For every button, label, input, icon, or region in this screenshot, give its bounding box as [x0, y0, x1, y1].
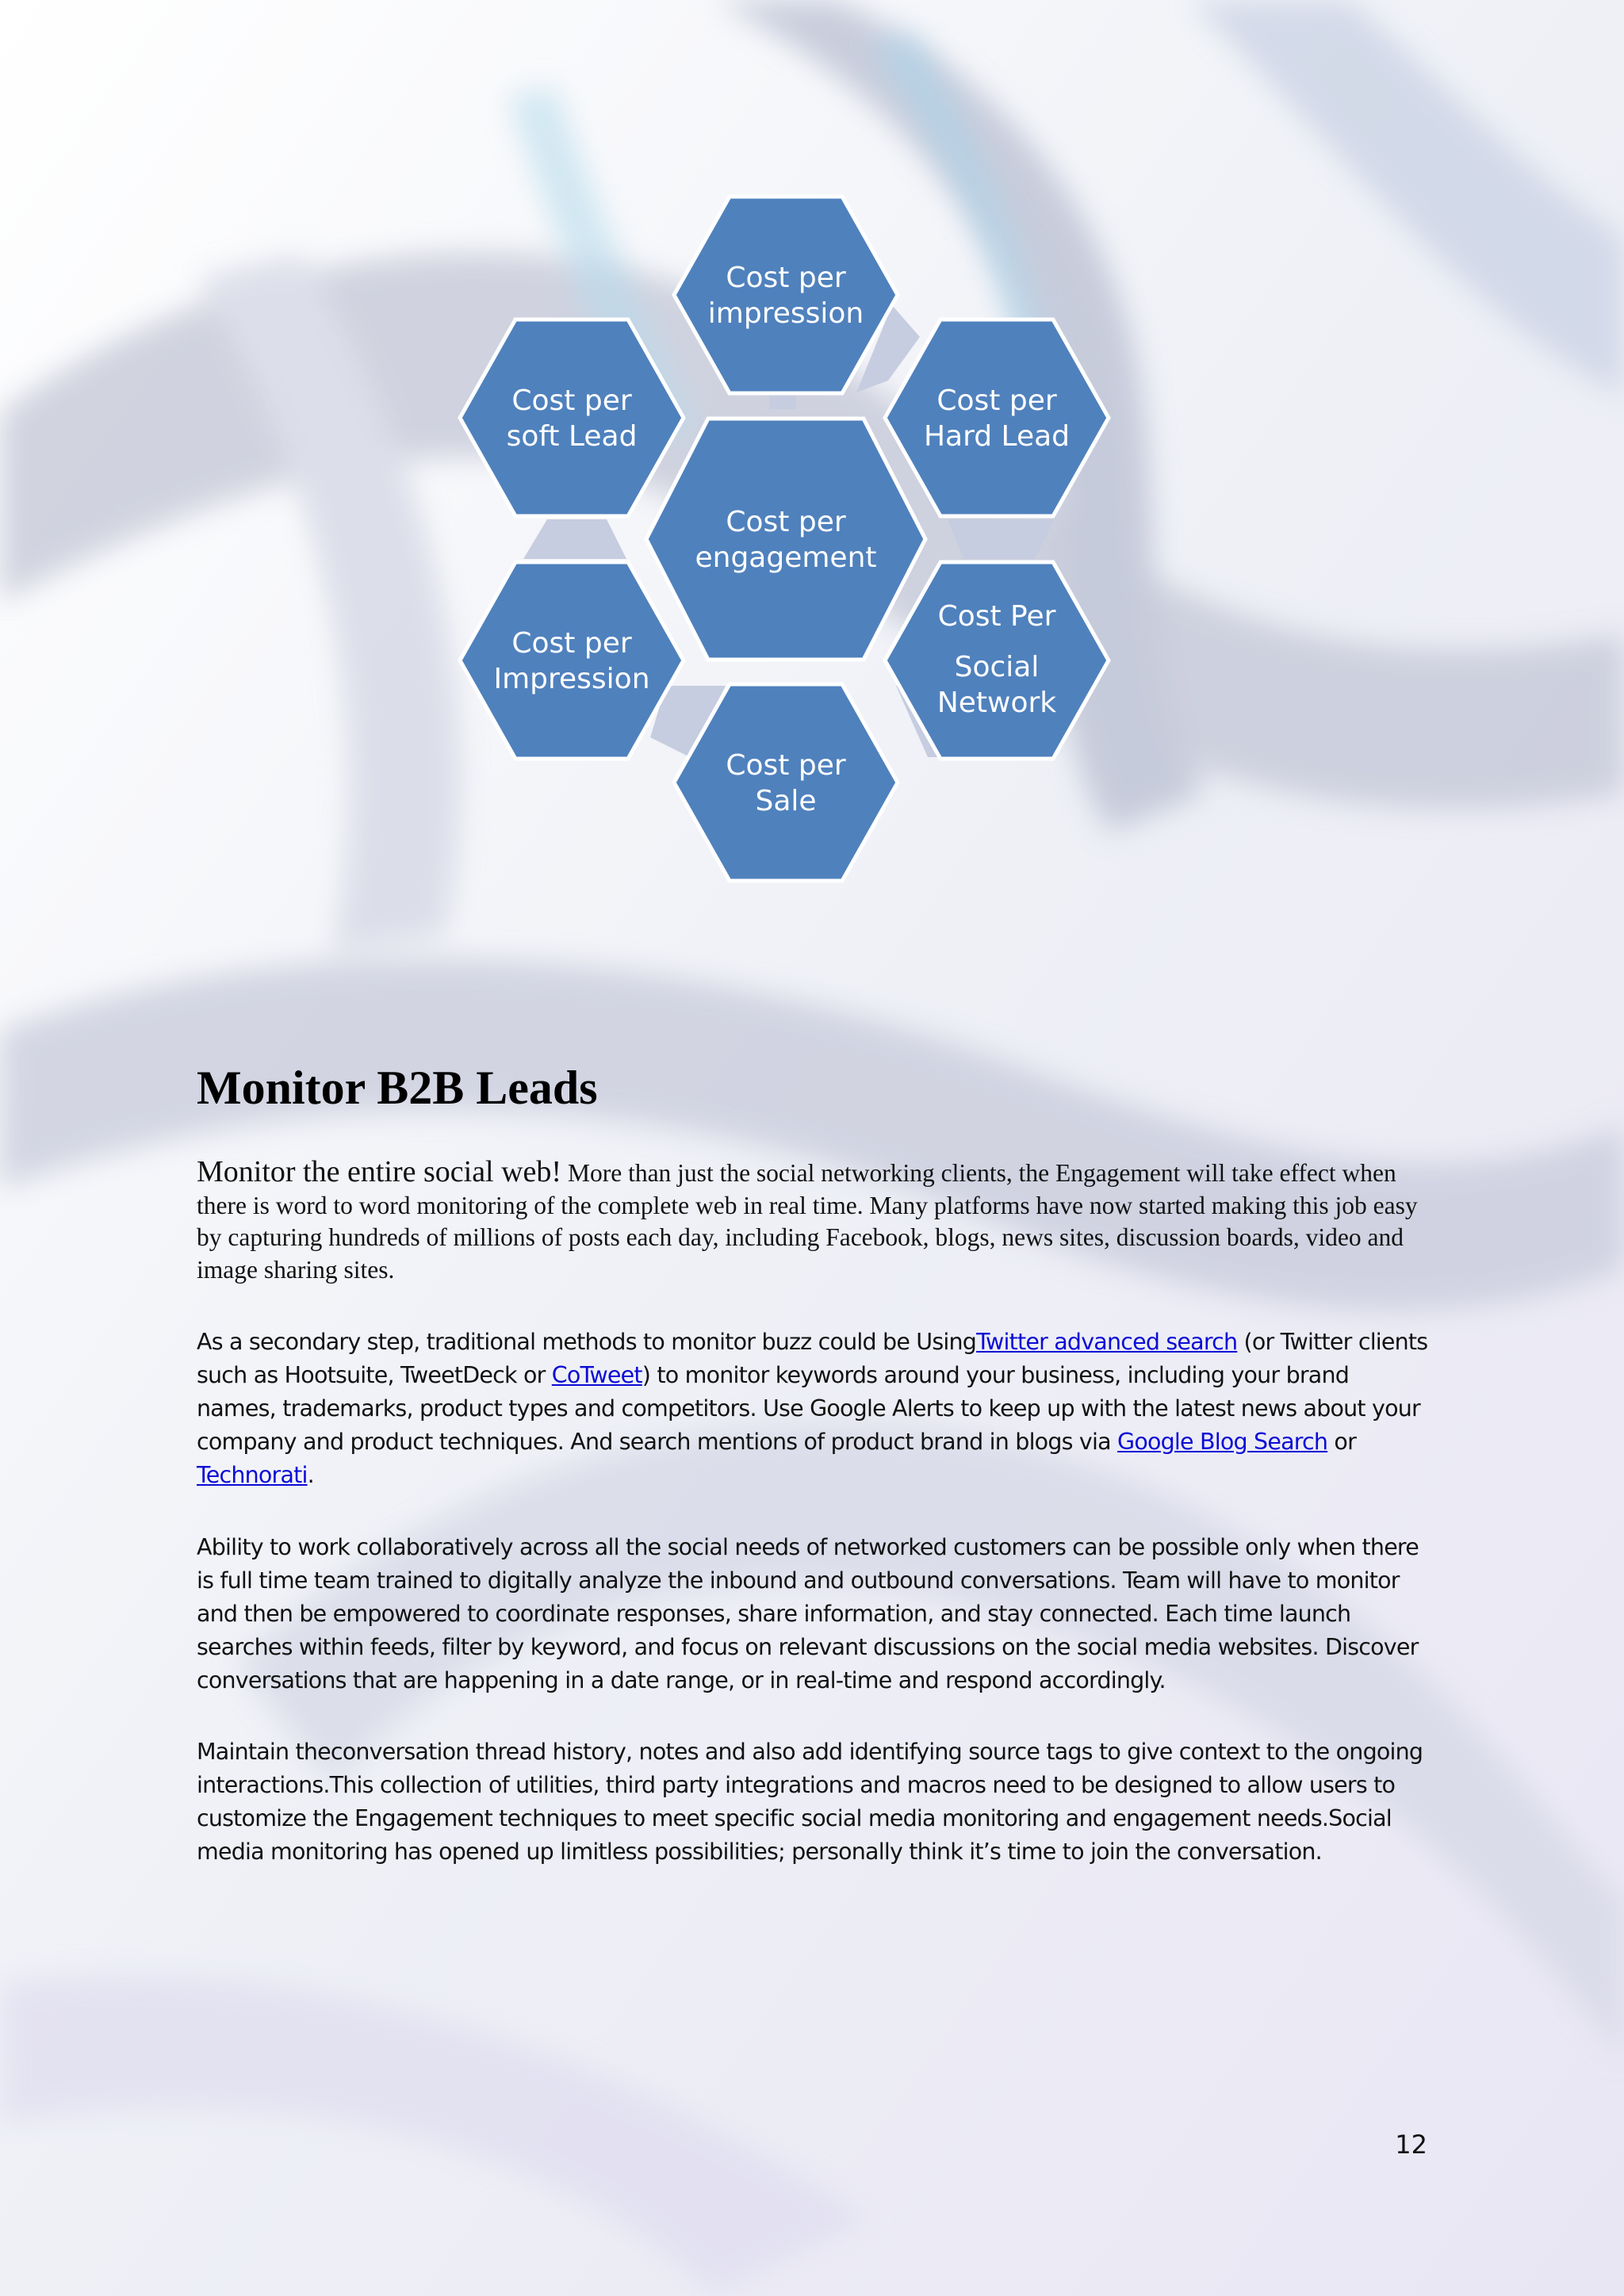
hex-center	[646, 419, 925, 660]
hex-top-right	[885, 320, 1109, 516]
hex-bottom-right-line3: Network	[936, 687, 1057, 719]
connector-topright-bottomright	[948, 519, 1055, 559]
cost-hexagon-diagram	[0, 0, 1624, 912]
p2-text-4: or	[1327, 1429, 1356, 1455]
svg-text:Cost PerSocialNetwork	[937, 600, 1056, 719]
hex-top-left	[460, 320, 684, 516]
hex-top-line1: Cost per	[726, 262, 846, 294]
p2-text-5: .	[307, 1462, 314, 1488]
connector-topleft-bottomleft	[523, 519, 626, 559]
hex-top	[674, 197, 898, 393]
page-number: 12	[1395, 2130, 1427, 2160]
hex-top-right-line2: Hard Lead	[923, 420, 1071, 453]
intro-body: More than just the social networking clients, the Engagement will take effect when there is word to word monitoring of the complete web in real time. Many platforms have now started making this job easy by capturing hundreds of millions of posts each day, including Facebook, blogs, news sites, discussion boards, video and image sharing sites.	[197, 1159, 1418, 1284]
google-blog-search-link[interactable]: Google Blog Search	[1117, 1429, 1328, 1455]
twitter-advanced-search-link[interactable]: Twitter advanced search	[976, 1329, 1238, 1355]
hex-bottom-left	[460, 562, 684, 759]
section-heading: Monitor B2B Leads	[197, 1062, 598, 1114]
hex-bottom-left-line1: Cost per	[511, 627, 632, 660]
hex-top-left-line1: Cost per	[511, 385, 632, 417]
technorati-link[interactable]: Technorati	[197, 1462, 308, 1488]
hex-bottom-right-line2: Social	[954, 651, 1040, 683]
hex-center-line1: Cost per	[726, 506, 846, 538]
p2-text-1: As a secondary step, traditional methods to monitor buzz could be Using	[197, 1329, 977, 1355]
cotweet-link[interactable]: CoTweet	[551, 1362, 642, 1388]
intro-lead-sentence: Monitor the entire social web!	[197, 1155, 562, 1188]
paragraph-collaboration: Ability to work collaboratively across all the social needs of networked customers can be possible only when there is full time team trained to digitally analyze the inbound and outbound conversations. Team will have to monitor and then be empowered to coordinate responses, share information, and stay connected. Each time launch searches within feeds, filter by keyword, and focus on relevant discussions on the social media websites. Discover conversations that are happening in a date range, or in real-time and respond accordingly.	[197, 1534, 1419, 1693]
hex-top-line2: impression	[707, 297, 864, 330]
p2-text-2: (or Twitter clients such as Hootsuite, TweetDeck or	[197, 1329, 1428, 1388]
hex-bottom-right-line1: Cost Per	[937, 600, 1056, 633]
paragraph-secondary-step	[197, 1326, 1434, 1492]
hex-center-line2: engagement	[695, 541, 877, 574]
paragraph-conversation-history: Maintain theconversation thread history, notes and also add identifying source tags to give context to the ongoing interactions.This collection of utilities, third party integrations and macros need to be designed to allow users to customize the Engagement techniques to meet specific social media monitoring and engagement needs.Social media monitoring has opened up limitless possibilities; personally think it’s time to join the conversation.	[197, 1739, 1423, 1865]
paragraph-intro	[197, 1156, 1434, 1286]
hex-top-left-line2: soft Lead	[506, 420, 638, 453]
hex-bottom-line2: Sale	[755, 785, 817, 817]
hex-top-right-line1: Cost per	[936, 385, 1057, 417]
hex-bottom-left-line2: Impression	[493, 663, 650, 695]
hex-bottom-line1: Cost per	[726, 749, 846, 782]
connector-top-center	[769, 395, 796, 409]
p2-text-3: ) to monitor keywords around your business, including your brand names, trademarks, product types and competitors. Use Google Alerts to keep up with the latest news about your company and product techniques. And search mentions of product brand in blogs via	[197, 1362, 1420, 1455]
